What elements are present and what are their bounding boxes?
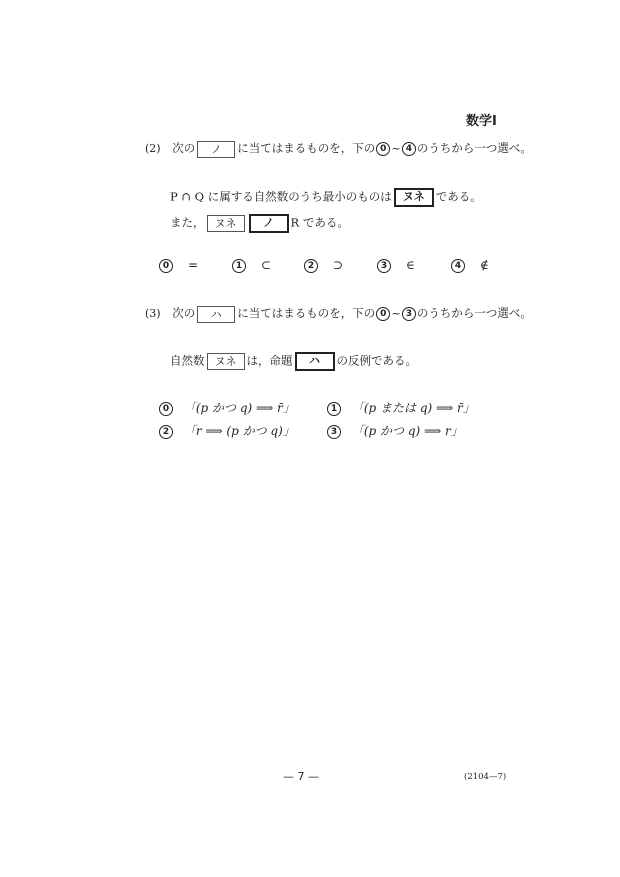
- q2-option-1-symbol: ⊂: [261, 258, 272, 272]
- q2-number: (2): [145, 142, 161, 155]
- q2-line2-post: R である。: [290, 215, 349, 230]
- page-number: — 7 —: [283, 770, 319, 783]
- q2-prefix: 次の: [172, 141, 196, 155]
- q3-range-start-mark: 0: [376, 307, 390, 321]
- q3-option-1-text: 「(p または q) ⟹ r̄」: [351, 401, 475, 415]
- q3-number: (3): [145, 307, 161, 320]
- q2-answer-box-no-2: ノ: [249, 214, 289, 233]
- q3-suffix-b: のうちから一つ選べ。: [416, 306, 532, 320]
- q3-option-2-mark: 2: [159, 425, 173, 439]
- q2-line2-pre: また，: [170, 215, 205, 230]
- q3-range-sep: ~: [391, 306, 401, 320]
- q3-answer-box-ha: ハ: [197, 306, 235, 323]
- q2-option-0: [158, 258, 198, 273]
- q3-option-2-text: 「r ⟹ (p かつ q)」: [183, 424, 295, 438]
- q2-line2: [170, 214, 349, 233]
- q2-option-4: [450, 258, 489, 273]
- q2-option-3: [376, 258, 415, 273]
- q3-option-0-mark: 0: [159, 402, 173, 416]
- q3-range-end-mark: 3: [402, 307, 416, 321]
- q3-option-1-mark: 1: [327, 402, 341, 416]
- q2-option-3-symbol: ∈: [406, 258, 415, 272]
- q2-range-sep: ~: [391, 141, 401, 155]
- q2-answer-box-nune: ヌネ: [394, 188, 434, 207]
- q2-ref-box-nune: ヌネ: [207, 215, 245, 232]
- q2-line1-post: である。: [435, 189, 482, 204]
- q2-suffix-a: に当てはまるものを，下の: [237, 141, 376, 155]
- q2-option-2-mark: 2: [304, 259, 318, 273]
- q2-line1: [170, 188, 482, 207]
- q3-ref-box-nune: ヌネ: [207, 353, 245, 370]
- q3-line1-pre: 自然数: [170, 353, 205, 368]
- q3-instruction: [145, 305, 532, 323]
- q3-option-1: [326, 399, 475, 416]
- q2-option-4-mark: 4: [451, 259, 465, 273]
- q3-answer-box-ha-2: ハ: [295, 352, 335, 371]
- q3-option-2: [158, 422, 295, 439]
- q3-option-3-text: 「(p かつ q) ⟹ r」: [351, 424, 463, 438]
- q3-option-0-text: 「(p かつ q) ⟹ r̄」: [183, 401, 295, 415]
- q2-option-4-symbol: ∉: [480, 258, 489, 272]
- q2-suffix-b: のうちから一つ選べ。: [416, 141, 532, 155]
- q2-option-3-mark: 3: [377, 259, 391, 273]
- q2-answer-box-no: ノ: [197, 141, 235, 158]
- exam-code: (2104—7): [464, 772, 507, 782]
- q2-range-start-mark: 0: [376, 142, 390, 156]
- q2-option-1-mark: 1: [232, 259, 246, 273]
- q2-option-1: [231, 258, 271, 273]
- q2-option-0-mark: 0: [159, 259, 173, 273]
- q3-line1-mid: は，命題: [246, 353, 293, 368]
- q3-line1-post: の反例である。: [336, 353, 417, 368]
- q3-option-0: [158, 399, 295, 416]
- q2-line1-text: P ∩ Q に属する自然数のうち最小のものは: [170, 189, 392, 204]
- q2-instruction: [145, 140, 532, 158]
- q3-option-3: [326, 422, 463, 439]
- subject-header: 数学Ⅰ: [466, 114, 497, 129]
- q2-option-2: [303, 258, 343, 273]
- q2-option-0-symbol: =: [188, 258, 199, 272]
- q3-line1: [170, 352, 417, 371]
- q2-option-2-symbol: ⊃: [333, 258, 344, 272]
- q3-prefix: 次の: [172, 306, 196, 320]
- q3-suffix-a: に当てはまるものを，下の: [237, 306, 376, 320]
- q3-option-3-mark: 3: [327, 425, 341, 439]
- q2-range-end-mark: 4: [402, 142, 416, 156]
